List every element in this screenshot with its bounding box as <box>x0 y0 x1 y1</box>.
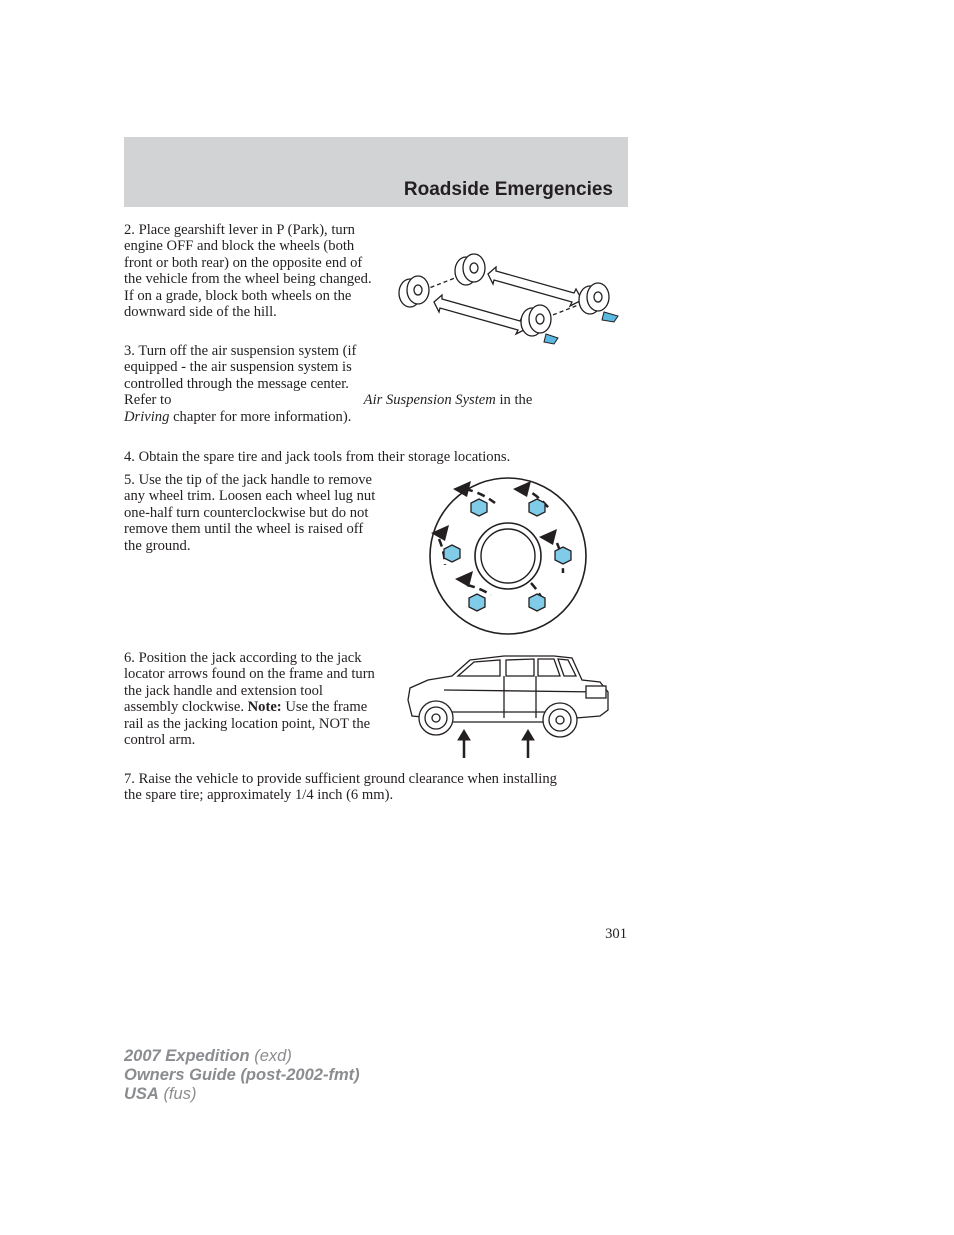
step-6-text <box>124 650 378 748</box>
footer-line-1 <box>124 1047 360 1066</box>
lug-nut <box>555 547 571 564</box>
footer-market-code: (fus) <box>163 1085 197 1103</box>
step-3-part-b: in the <box>499 392 533 409</box>
step-4-text <box>124 449 604 465</box>
page-number: 301 <box>605 926 627 942</box>
step-3-text <box>124 343 564 425</box>
arrow-upper <box>488 267 582 306</box>
step-6-note: Use the frame rail as the jacking location point, NOT the control arm. <box>124 699 371 749</box>
vehicle-jack-points-diagram <box>404 652 612 760</box>
step-7: 7. Raise the vehicle to provide sufficient ground clearance when installing the spare tire; approximately 1/4 inch (6 mm). <box>124 771 557 804</box>
step-5-text <box>124 472 378 554</box>
lug-nut <box>469 594 485 611</box>
footer-line-3 <box>124 1085 360 1104</box>
step-7-text <box>124 771 574 804</box>
step-2: 2. Place gearshift lever in P (Park), turn engine OFF and block the wheels (both front or both rear) on the opposite end of the vehicle from the wheel being changed. If on a grade, block both wheels on the downward side of the hill. <box>124 222 372 321</box>
section-header <box>124 137 628 207</box>
footer-model-code: (exd) <box>254 1047 292 1065</box>
step-4: 4. Obtain the spare tire and jack tools from their storage locations. <box>124 449 511 465</box>
lug-nut-wheel-diagram <box>427 475 589 637</box>
tire-rear-left <box>521 305 551 336</box>
footer-model: 2007 Expedition <box>124 1047 250 1065</box>
document-footer <box>124 1047 360 1104</box>
tire-front-left <box>399 276 429 307</box>
footer-guide: Owners Guide (post-2002-fmt) <box>124 1066 360 1084</box>
section-title: Roadside Emergencies <box>403 179 613 200</box>
link-driving-chapter: Driving <box>124 408 170 425</box>
lug-nut <box>444 545 460 562</box>
tire-front-right <box>455 254 485 285</box>
lug-nut <box>529 499 545 516</box>
step-3-part-a: 3. Turn off the air suspension system (if equipped - the air suspension system is controlled through the message center. Refer to <box>124 343 357 409</box>
step-2-text <box>124 222 376 320</box>
step-5: 5. Use the tip of the jack handle to remove any wheel trim. Loosen each wheel lug nut one-half turn counterclockwise but do not remove them until the wheel is raised off the ground. <box>124 472 376 554</box>
arrow-lower <box>434 295 528 334</box>
step-3-part-c: chapter for more information). <box>173 408 352 425</box>
link-air-suspension: Air Suspension System <box>363 392 496 409</box>
wheel-chock-diagram <box>396 252 622 348</box>
footer-market: USA <box>124 1085 159 1103</box>
step-6-part-a: 6. Position the jack according to the jack locator arrows found on the frame and turn the jack handle and extension tool assembly clockwise. <box>124 650 375 716</box>
lug-nut <box>471 499 487 516</box>
tire-rear-right <box>579 283 609 314</box>
wheel-chock <box>602 312 618 322</box>
footer-line-2 <box>124 1066 360 1085</box>
lug-nut <box>529 594 545 611</box>
note-label: Note: <box>247 699 282 716</box>
